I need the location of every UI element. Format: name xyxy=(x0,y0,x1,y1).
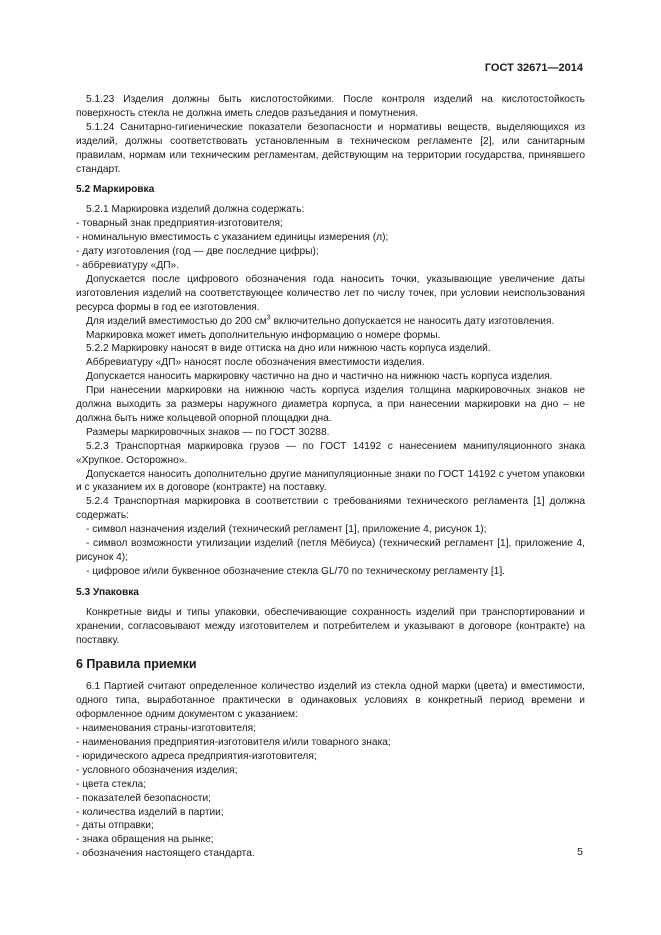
section-heading-6: 6 Правила приемки xyxy=(76,657,197,672)
document-body xyxy=(76,93,585,861)
paragraph-5-2-4: 5.2.4 Транспортная маркировка в соответствии с требованиями технического регламента [1] должна содержать: xyxy=(76,496,585,522)
list-item: - товарный знак предприятия-изготовителя; xyxy=(76,218,283,230)
paragraph-form-info: Маркировка может иметь дополнительную информацию о номере формы. xyxy=(86,329,441,341)
paragraph-5-2-1: 5.2.1 Маркировка изделий должна содержать: xyxy=(86,204,305,216)
paragraph-5-2-3: 5.2.3 Транспортная маркировка грузов — по ГОСТ 14192 с нанесением манипуляционного знака «Хрупкое. Осторожно». xyxy=(76,440,585,466)
section-heading-5-2: 5.2 Маркировка xyxy=(76,184,155,196)
paragraph-5-3: Конкретные виды и типы упаковки, обеспечивающие сохранность изделий при транспортировании и хранении, согласовывают между изготовителем и потребителем и указывают в договоре (контракте) на поставку. xyxy=(76,606,585,646)
paragraph-partial: Допускается наносить маркировку частично на дно и частично на нижнюю часть корпуса изделия. xyxy=(86,371,553,383)
list-item: - условного обозначения изделия; xyxy=(76,764,238,776)
list-item: - количества изделий в партии; xyxy=(76,806,224,818)
transport-marking-list xyxy=(76,523,585,579)
list-item: - номинальную вместимость с указанием единицы измерения (л); xyxy=(76,232,389,244)
paragraph-sizes: Размеры маркировочных знаков — по ГОСТ 30288. xyxy=(86,426,330,438)
marking-list xyxy=(76,217,585,273)
list-item: - обозначения настоящего стандарта. xyxy=(76,848,255,860)
list-item: - наименования предприятия-изготовителя и/или товарного знака; xyxy=(76,736,391,748)
list-item: - юридического адреса предприятия-изготовителя; xyxy=(76,750,317,762)
paragraph-other-signs: Допускается наносить дополнительно другие манипуляционные знаки по ГОСТ 14192 с учетом упаковки и с указанием их в договоре (контракте) на поставку. xyxy=(76,468,585,494)
paragraph-thickness: При нанесении маркировки на нижнюю часть корпуса изделия толщина маркировочных знаков не должна выходить за размеры наружного диаметра корпуса, а при нанесении маркировки на дно – не должна быть ниже кольцевой опорной площадки дна. xyxy=(76,385,585,424)
document-header: ГОСТ 32671—2014 xyxy=(484,62,583,74)
section-heading-5-3: 5.3 Упаковка xyxy=(76,586,139,598)
paragraph-abbr: Аббревиатуру «ДП» наносят после обозначения вместимости изделия. xyxy=(86,357,425,369)
paragraph-5-2-2: 5.2.2 Маркировку наносят в виде оттиска на дно или нижнюю часть корпуса изделий. xyxy=(86,343,491,355)
paragraph-5-1-24: 5.1.24 Санитарно-гигиенические показатели безопасности и нормативы веществ, выделяющихся из изделий, должны соответствовать установленным в техническом регламенте [2], или санитарным правилам, нормам или техническим регламентам, действующим на территории государства, принявшего стандарт. xyxy=(76,121,585,175)
list-item: - символ возможности утилизации изделий (петля Мёбиуса) (технический регламент [1], приложение 4, рисунок 4); xyxy=(76,538,585,563)
list-item: - показателей безопасности; xyxy=(76,792,211,804)
list-item: - аббревиатуру «ДП». xyxy=(76,259,180,271)
list-item: - даты отправки; xyxy=(76,820,154,832)
list-item: - дату изготовления (год — две последние цифры); xyxy=(76,246,319,258)
list-item: - цифровое и/или буквенное обозначение стекла GL/70 по техническому регламенту [1]. xyxy=(86,565,505,577)
paragraph-5-1-23: 5.1.23 Изделия должны быть кислотостойкими. После контроля изделий на кислотостойкость поверхность стекла не должна иметь следов разъедания и помутнения. xyxy=(76,94,585,119)
list-item: - символ назначения изделий (технический регламент [1], приложение 4, рисунок 1); xyxy=(86,524,487,536)
page-number: 5 xyxy=(577,846,583,858)
list-item: - наименования страны-изготовителя; xyxy=(76,723,257,735)
list-item: - знака обращения на рынке; xyxy=(76,834,214,846)
paragraph-dots: Допускается после цифрового обозначения года наносить точки, указывающие увеличение даты изготовления изделий на соответствующее количество лет по числу точек, при условии неиспользования ресурса формы в год ее изготовления. xyxy=(76,273,585,313)
paragraph-200cm: Для изделий вместимостью до 200 $см^3$ включительно допускается не наносить дату изготовления. xyxy=(86,314,555,327)
list-item: - цвета стекла; xyxy=(76,778,147,790)
batch-list xyxy=(76,722,585,861)
paragraph-6-1: 6.1 Партией считают определенное количество изделий из стекла одной марки (цвета) и вместимости, одного типа, выработанное практически в одинаковых условиях в конкретный период времени и оформленное одним документом с указанием: xyxy=(76,681,585,721)
